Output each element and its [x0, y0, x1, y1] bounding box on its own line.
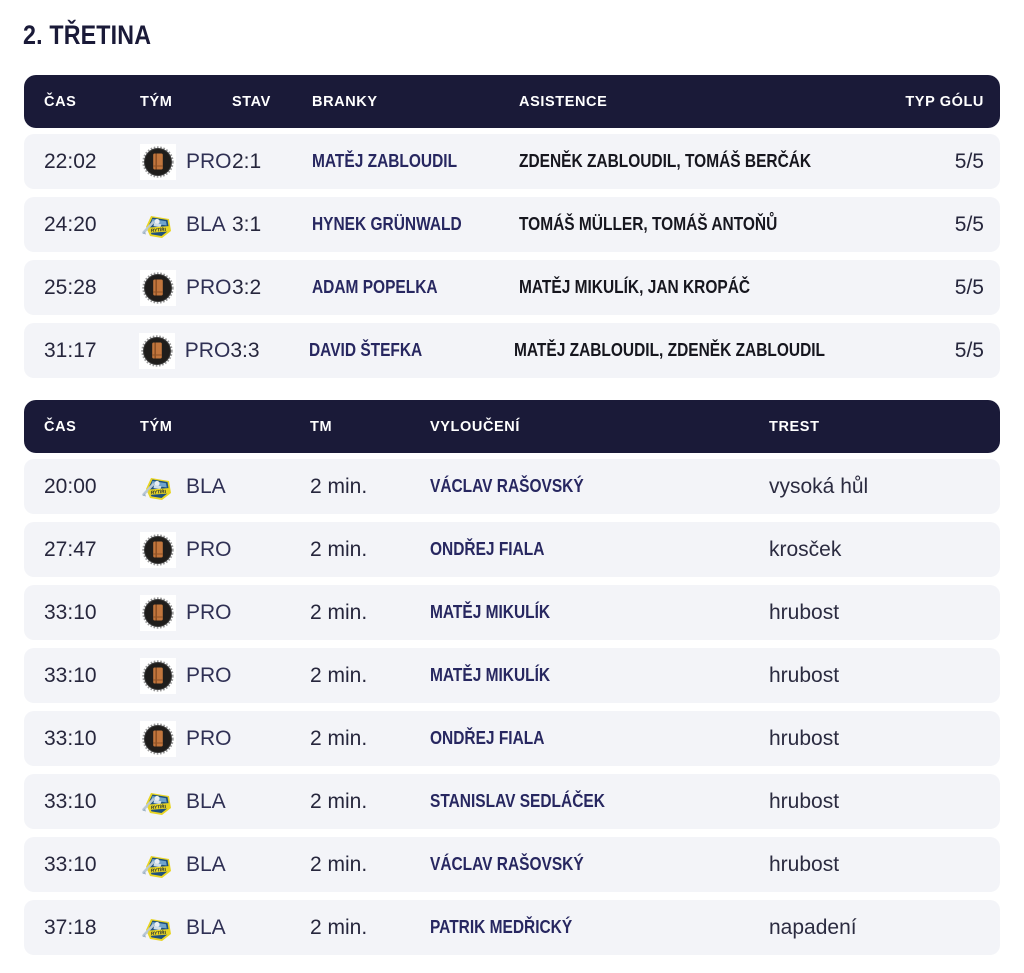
pro-team-logo-icon: [140, 532, 176, 568]
penalties-header-vylouceni: VYLOUČENÍ: [430, 418, 520, 435]
penalty-time: 33:10: [44, 726, 97, 750]
penalty-minutes: 2 min.: [310, 474, 368, 498]
penalty-player: MATĚJ MIKULÍK: [430, 665, 551, 685]
penalty-minutes: 2 min.: [310, 726, 368, 750]
goal-scorer: DAVID ŠTEFKA: [309, 340, 423, 360]
pro-team-logo-icon: [140, 658, 176, 694]
goal-type: 5/5: [954, 275, 984, 299]
goals-header-stav: STAV: [232, 93, 271, 110]
penalty-team-cell: [140, 532, 310, 568]
penalty-player: ONDŘEJ FIALA: [430, 539, 545, 559]
penalty-time: 33:10: [44, 852, 97, 876]
period-title: 2. TŘETINA: [23, 20, 152, 50]
goal-team-cell: [140, 207, 232, 243]
penalty-row: [24, 585, 1000, 640]
goal-scorer: MATĚJ ZABLOUDIL: [312, 151, 458, 171]
penalty-minutes: 2 min.: [310, 537, 368, 561]
team-code: BLA: [186, 789, 226, 813]
goal-time: 31:17: [44, 338, 97, 362]
penalty-time: 33:10: [44, 600, 97, 624]
penalty-type: hrubost: [769, 663, 840, 687]
penalty-player: MATĚJ MIKULÍK: [430, 602, 551, 622]
pro-team-logo-icon: [140, 270, 176, 306]
goal-row: [24, 323, 1000, 378]
goal-assists: ZDENĚK ZABLOUDIL, TOMÁŠ BERČÁK: [519, 151, 812, 171]
penalty-player: ONDŘEJ FIALA: [430, 728, 545, 748]
team-code: BLA: [186, 915, 226, 939]
penalties-header-cas: ČAS: [44, 418, 77, 435]
penalty-team-cell: [140, 658, 310, 694]
pro-team-logo-icon: [140, 144, 176, 180]
penalty-team-cell: [140, 595, 310, 631]
goals-table: [24, 75, 1000, 378]
bla-team-logo-icon: [140, 207, 176, 243]
goal-team-cell: [140, 270, 232, 306]
goal-assists: MATĚJ MIKULÍK, JAN KROPÁČ: [519, 277, 751, 297]
penalty-player: PATRIK MEDŘICKÝ: [430, 917, 573, 937]
goal-team-cell: [139, 333, 231, 369]
bla-team-logo-icon: [140, 469, 176, 505]
goal-score: 3:2: [232, 275, 262, 299]
bla-team-logo-icon: [140, 784, 176, 820]
penalty-row: [24, 837, 1000, 892]
pro-team-logo-icon: [140, 721, 176, 757]
goal-row: [24, 260, 1000, 315]
team-code: PRO: [186, 663, 232, 687]
pro-team-logo-icon: [140, 595, 176, 631]
goal-team-cell: [140, 144, 232, 180]
team-code: PRO: [186, 149, 232, 173]
penalty-type: hrubost: [769, 852, 840, 876]
team-code: PRO: [186, 537, 232, 561]
penalty-type: hrubost: [769, 726, 840, 750]
goals-header-tym: TÝM: [140, 93, 173, 110]
penalty-time: 33:10: [44, 663, 97, 687]
bla-team-logo-icon: [140, 847, 176, 883]
penalty-type: hrubost: [769, 789, 840, 813]
penalties-table: [24, 400, 1000, 955]
penalty-player: VÁCLAV RAŠOVSKÝ: [430, 854, 584, 874]
penalty-minutes: 2 min.: [310, 600, 368, 624]
goals-header-cas: ČAS: [44, 93, 77, 110]
goal-score: 3:3: [230, 338, 260, 362]
goal-scorer: HYNEK GRÜNWALD: [312, 214, 462, 234]
penalty-minutes: 2 min.: [310, 915, 368, 939]
penalty-row: [24, 900, 1000, 955]
penalties-header-tym: TÝM: [140, 418, 173, 435]
penalty-type: krosček: [769, 537, 842, 561]
penalty-minutes: 2 min.: [310, 663, 368, 687]
goal-time: 24:20: [44, 212, 97, 236]
penalty-row: [24, 459, 1000, 514]
goals-header-branky: BRANKY: [312, 93, 378, 110]
penalty-type: vysoká hůl: [769, 474, 869, 498]
penalty-team-cell: [140, 721, 310, 757]
goal-score: 2:1: [232, 149, 262, 173]
team-code: PRO: [184, 338, 231, 362]
team-code: PRO: [186, 275, 232, 299]
penalty-team-cell: [140, 910, 310, 946]
penalty-minutes: 2 min.: [310, 852, 368, 876]
penalty-row: [24, 648, 1000, 703]
goal-type: 5/5: [954, 338, 984, 362]
penalty-type: napadení: [769, 915, 857, 939]
penalty-row: [24, 522, 1000, 577]
penalty-team-cell: [140, 847, 310, 883]
goal-type: 5/5: [954, 212, 984, 236]
goal-time: 25:28: [44, 275, 97, 299]
penalties-header-tm: TM: [310, 418, 333, 435]
penalty-time: 20:00: [44, 474, 97, 498]
penalty-player: VÁCLAV RAŠOVSKÝ: [430, 476, 584, 496]
penalty-time: 33:10: [44, 789, 97, 813]
team-code: PRO: [186, 726, 232, 750]
penalties-table-header: [24, 400, 1000, 453]
penalty-team-cell: [140, 784, 310, 820]
penalty-team-cell: [140, 469, 310, 505]
goal-row: [24, 197, 1000, 252]
penalty-row: [24, 774, 1000, 829]
penalty-type: hrubost: [769, 600, 840, 624]
penalty-row: [24, 711, 1000, 766]
team-code: BLA: [186, 474, 226, 498]
goal-assists: TOMÁŠ MÜLLER, TOMÁŠ ANTOŇŮ: [519, 214, 778, 234]
penalty-player: STANISLAV SEDLÁČEK: [430, 791, 605, 811]
penalty-time: 37:18: [44, 915, 97, 939]
penalty-time: 27:47: [44, 537, 97, 561]
goal-time: 22:02: [44, 149, 97, 173]
pro-team-logo-icon: [139, 333, 175, 369]
team-code: PRO: [186, 600, 232, 624]
penalty-minutes: 2 min.: [310, 789, 368, 813]
bla-team-logo-icon: [140, 910, 176, 946]
goal-score: 3:1: [232, 212, 262, 236]
goal-scorer: ADAM POPELKA: [312, 277, 438, 297]
goals-header-typ-golu: TYP GÓLU: [905, 93, 984, 110]
goal-type: 5/5: [954, 149, 984, 173]
goals-table-header: [24, 75, 1000, 128]
goal-row: [24, 134, 1000, 189]
goals-header-asistence: ASISTENCE: [519, 93, 608, 110]
team-code: BLA: [186, 852, 226, 876]
team-code: BLA: [186, 212, 226, 236]
goal-assists: MATĚJ ZABLOUDIL, ZDENĚK ZABLOUDIL: [513, 340, 825, 360]
penalties-header-trest: TREST: [769, 418, 820, 435]
